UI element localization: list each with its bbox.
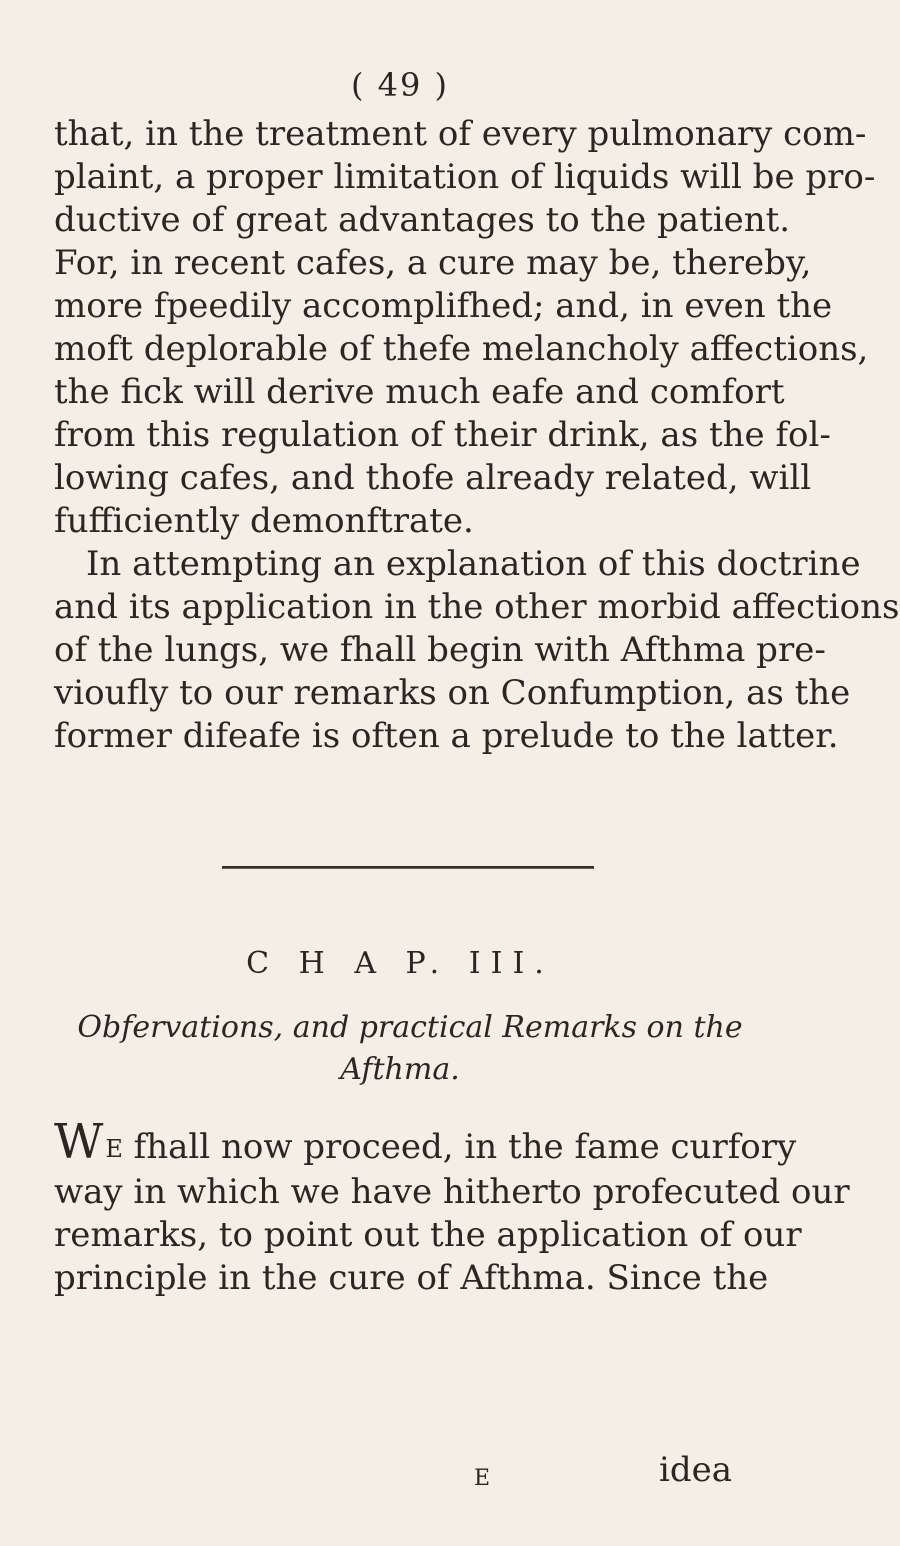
section-divider xyxy=(222,866,594,868)
first-word-small-cap: E xyxy=(105,1135,123,1163)
paragraph-1-line-7: the fick will derive much eafe and comfort xyxy=(54,372,785,412)
page-number: ( 49 ) xyxy=(350,66,450,104)
paragraph-1-line-2: plaint, a proper limitation of liquids will be pro- xyxy=(54,157,876,197)
paragraph-3-line-3: remarks, to point out the application of our xyxy=(54,1215,802,1255)
paragraph-1-line-5: more fpeedily accomplifhed; and, in even the xyxy=(54,286,833,326)
paragraph-1-line-9: lowing cafes, and thofe already related, will xyxy=(54,458,812,498)
paragraph-2-line-4: vioufly to our remarks on Confumption, as the xyxy=(54,673,851,713)
first-line-text: fhall now proceed, in the fame curfory xyxy=(122,1127,797,1167)
chapter-subtitle-line-2: Afthma. xyxy=(340,1052,460,1087)
paragraph-3-line-2: way in which we have hitherto profecuted our xyxy=(54,1172,850,1212)
paragraph-2-line-5: former difeafe is often a prelude to the latter. xyxy=(54,716,839,756)
catchword: idea xyxy=(658,1450,732,1490)
chapter-title: C H A P. III. xyxy=(246,946,554,981)
paragraph-1-line-4: For, in recent cafes, a cure may be, thereby, xyxy=(54,243,812,283)
paragraph-2-line-3: of the lungs, we fhall begin with Afthma pre- xyxy=(54,630,826,670)
paragraph-1-line-10: fufficiently demonftrate. xyxy=(54,501,474,541)
drop-cap: W xyxy=(54,1114,104,1170)
signature-mark: E xyxy=(474,1466,491,1491)
paragraph-1-line-6: moft deplorable of thefe melancholy affections, xyxy=(54,329,869,369)
paragraph-2 xyxy=(54,543,900,758)
paragraph-3-line-1 xyxy=(54,1114,797,1171)
paragraph-2-line-2: and its application in the other morbid affections xyxy=(54,587,900,627)
chapter-subtitle-line-1: Obfervations, and practical Remarks on the xyxy=(77,1010,743,1045)
paragraph-1-line-8: from this regulation of their drink, as the fol- xyxy=(54,415,831,455)
paragraph-1-line-3: ductive of great advantages to the patient. xyxy=(54,200,791,240)
paragraph-3-line-4: principle in the cure of Afthma. Since the xyxy=(54,1258,769,1298)
paragraph-3 xyxy=(54,1114,850,1300)
paragraph-2-line-1: In attempting an explanation of this doctrine xyxy=(86,544,861,584)
paragraph-1 xyxy=(54,113,876,543)
paragraph-1-line-1: that, in the treatment of every pulmonary com- xyxy=(54,114,867,154)
